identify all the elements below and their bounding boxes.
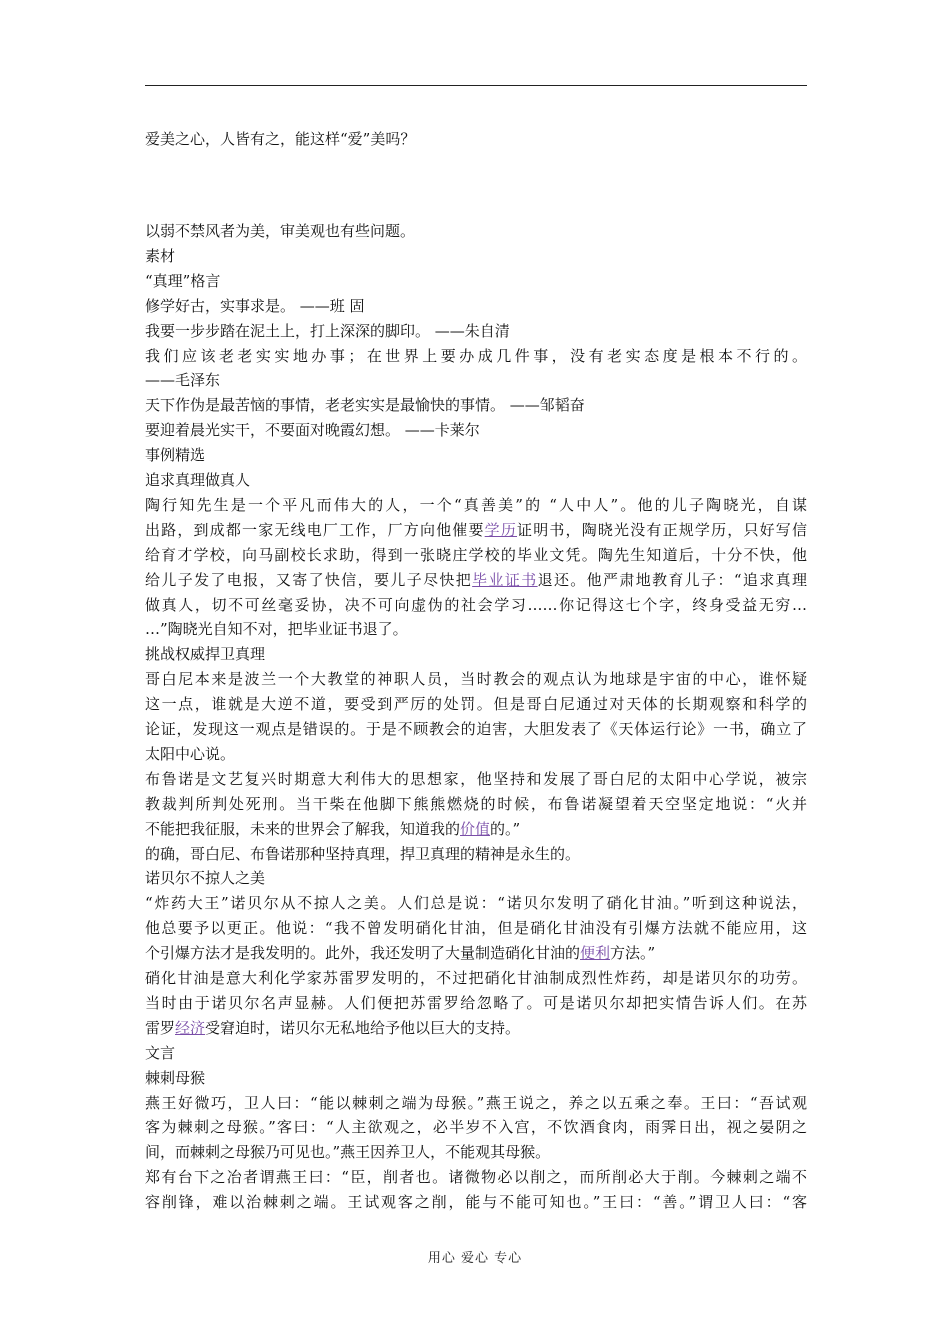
text-line: 天下作伪是最苦恼的事情，老老实实是最愉快的事情。 ——邹韬奋 (145, 396, 585, 415)
text-line (145, 569, 807, 591)
text-line (145, 1017, 807, 1039)
text-line: 挑战权威捍卫真理 (145, 645, 266, 664)
text-line: “真理”格言 (145, 271, 221, 290)
text-line: 容削锋，难以治棘刺之端。王试观客之削，能与不能可知也。”王曰：“善。”谓卫人曰：“客 (145, 1193, 807, 1212)
line-before: 个引爆方法才是我发明的。此外，我还发明了大量制造硝化甘油的 (145, 944, 581, 963)
text-line: 哥白尼本来是波兰一个大教堂的神职人员，当时教会的观点认为地球是宇宙的中心，谁怀疑 (145, 670, 807, 689)
line-after: 证明书，陶晓光没有正规学历，只好写信 (517, 520, 807, 539)
text-line: 当时由于诺贝尔名声显赫。人们便把苏雷罗给忽略了。可是诺贝尔却把实情告诉人们。在苏 (145, 993, 807, 1012)
text-line: 这一点，谁就是大逆不道，要受到严厉的处罚。但是哥白尼通过对天体的长期观察和科学的 (145, 695, 807, 714)
text-line: 我们应该老老实实地办事；在世界上要办成几件事，没有老实态度是根本不行的。 (145, 346, 807, 365)
text-line: 太阳中心说。 (145, 744, 236, 763)
line-after: 受窘迫时，诺贝尔无私地给予他以巨大的支持。 (205, 1018, 521, 1037)
inline-link[interactable]: 学历 (484, 520, 518, 539)
line-before: 雷罗 (145, 1018, 176, 1037)
line-after: 退还。他严肃地教育儿子：“追求真理 (537, 570, 807, 589)
text-line: 给育才学校，向马副校长求助，得到一张晓庄学校的毕业文凭。陶先生知道后，十分不快，他 (145, 545, 807, 564)
text-line (145, 519, 807, 541)
text-line: 做真人，切不可丝毫妥协，决不可向虚伪的社会学习……你记得这七个字，终身受益无穷… (145, 595, 807, 614)
header-rule (145, 85, 807, 86)
text-line: 硝化甘油是意大利化学家苏雷罗发明的，不过把硝化甘油制成烈性炸药，却是诺贝尔的功劳。 (145, 969, 807, 987)
text-line: 布鲁诺是文艺复兴时期意大利伟大的思想家，他坚持和发展了哥白尼的太阳中心学说，被宗 (145, 769, 807, 788)
text-line: 以弱不禁风者为美，审美观也有些问题。 (145, 222, 416, 240)
line-before: 出路，到成都一家无线电厂工作，厂方向他催要 (145, 520, 485, 539)
text-line: 棘刺母猴 (145, 1068, 206, 1087)
line-before: 给儿子发了电报，又寄了快信，要儿子尽快把 (145, 570, 473, 589)
line-before: 不能把我征服，未来的世界会了解我，知道我的 (145, 819, 461, 838)
text-line: 郑有台下之冶者谓燕王曰：“臣，削者也。诸微物必以削之，而所削必大于削。今棘刺之端不 (145, 1168, 807, 1187)
text-line: 燕王好微巧，卫人曰：“能以棘刺之端为母猴。”燕王说之，养之以五乘之奉。王曰：“吾试观 (145, 1093, 807, 1112)
text-line: 事例精选 (145, 446, 206, 465)
inline-link[interactable]: 价值 (460, 819, 491, 838)
text-line: 素材 (145, 246, 176, 265)
text-line: 间，而棘刺之母猴乃可见也。”燕王因养卫人，不能观其母猴。 (145, 1143, 551, 1162)
text-line: 陶行知先生是一个平凡而伟大的人，一个“真善美”的 “人中人”。他的儿子陶晓光，自谋 (145, 495, 807, 514)
text-line (145, 942, 807, 964)
text-line: 要迎着晨光实干，不要面对晚霞幻想。 ——卡莱尔 (145, 421, 480, 440)
inline-link[interactable]: 经济 (175, 1018, 206, 1037)
text-line: “炸药大王”诺贝尔从不掠人之美。人们总是说：“诺贝尔发明了硝化甘油。”听到这种说法， (145, 894, 807, 913)
text-line (145, 818, 807, 840)
inline-link[interactable]: 便利 (580, 944, 611, 963)
text-line: …”陶晓光自知不对，把毕业证书退了。 (145, 620, 408, 639)
header-question: 爱美之心，人皆有之，能这样“爱”美吗？ (145, 130, 416, 148)
text-line: 的确，哥白尼、布鲁诺那种坚持真理，捍卫真理的精神是永生的。 (145, 844, 581, 863)
text-line: 文言 (145, 1043, 176, 1062)
text-line: 诺贝尔不掠人之美 (145, 869, 266, 888)
text-line: 我要一步步踏在泥土上，打上深深的脚印。 ——朱自清 (145, 321, 510, 340)
text-line: 他总要予以更正。他说：“我不曾发明硝化甘油，但是硝化甘油没有引爆方法就不能应用，这 (145, 919, 807, 938)
text-line: 论证，发现这一观点是错误的。于是不顾教会的迫害，大胆发表了《天体运行论》一书，确立了 (145, 720, 807, 738)
line-after: 的。” (490, 819, 521, 838)
page-footer: 用心 爱心 专心 (427, 1251, 523, 1266)
line-after: 方法。” (610, 944, 656, 963)
inline-link[interactable]: 毕业证书 (472, 570, 538, 589)
text-line: 教裁判所判处死刑。当干柴在他脚下熊熊燃烧的时候，布鲁诺凝望着天空坚定地说：“火并 (145, 794, 807, 813)
text-line: 修学好古，实事求是。 ——班 固 (145, 296, 365, 315)
text-line: 追求真理做真人 (145, 471, 251, 489)
text-line: ——毛泽东 (145, 371, 221, 390)
text-line: 客为棘刺之母猴。”客曰：“人主欲观之，必半岁不入宫，不饮酒食肉，雨霁日出，视之晏阴之 (145, 1118, 807, 1137)
